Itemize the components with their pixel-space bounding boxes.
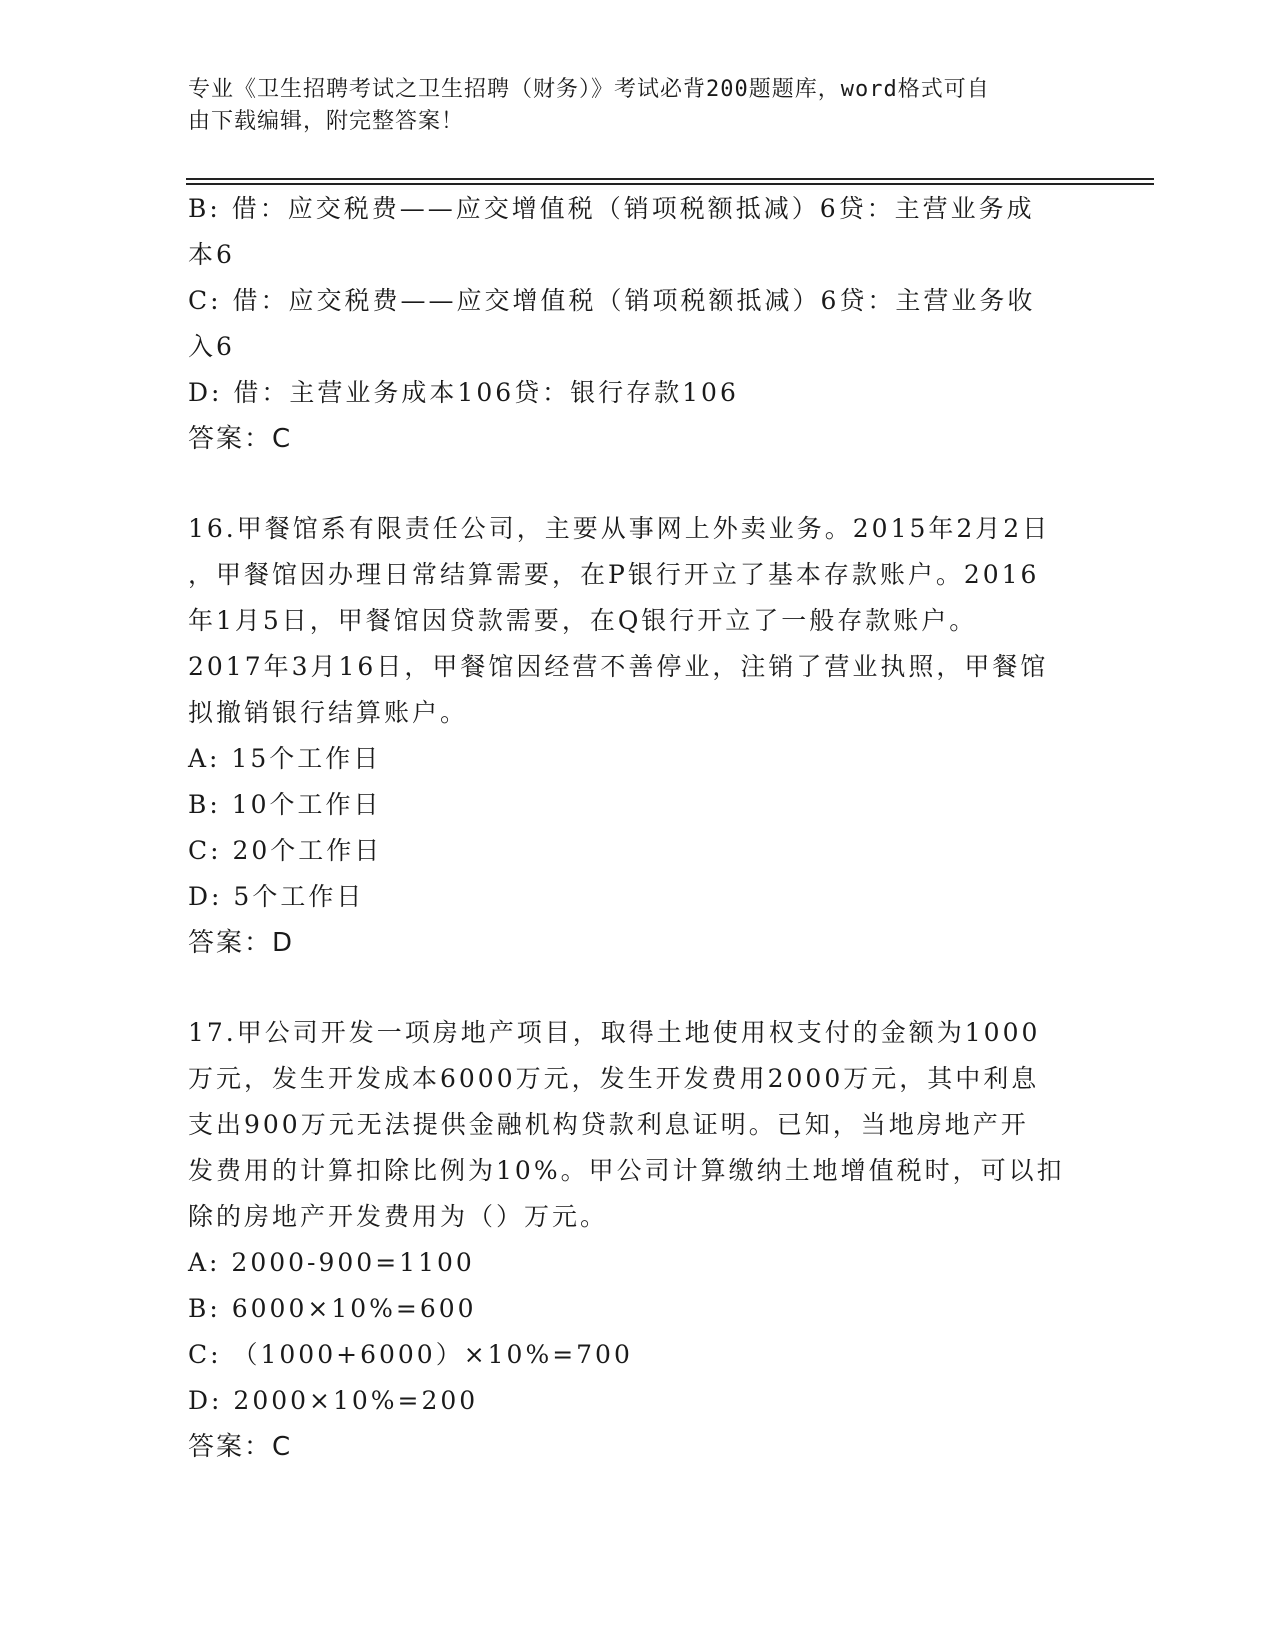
- question-17: [188, 1010, 1088, 1470]
- document-header: [188, 74, 1088, 138]
- option-b: B: 10个工作日: [188, 790, 382, 819]
- spacer: [188, 966, 1088, 1010]
- question-text-line: 除的房地产开发费用为（）万元。: [188, 1202, 609, 1231]
- header-line-1: 专业《卫生招聘考试之卫生招聘（财务）》考试必背200题题库，word格式可自: [188, 77, 990, 102]
- option-c-line-2: 入6: [188, 332, 235, 361]
- option-a: A: 2000-900=1100: [188, 1248, 475, 1277]
- option-d: D: 5个工作日: [188, 882, 365, 911]
- header-rule-top: [186, 178, 1154, 180]
- header-rule-bottom: [186, 183, 1154, 185]
- question-16: [188, 506, 1088, 966]
- spacer: [188, 462, 1088, 506]
- option-c: C: 20个工作日: [188, 836, 383, 865]
- option-a: A: 15个工作日: [188, 744, 382, 773]
- option-b-line-1: B: 借：应交税费——应交增值税（销项税额抵减）6贷：主营业务成: [188, 194, 1035, 223]
- option-d: D: 2000×10%=200: [188, 1386, 479, 1415]
- option-d: D: 借：主营业务成本106贷：银行存款106: [188, 378, 739, 407]
- question-text-line: 2017年3月16日，甲餐馆因经营不善停业，注销了营业执照，甲餐馆: [188, 652, 1049, 681]
- option-b-line-2: 本6: [188, 240, 235, 269]
- question-text-line: 年1月5日，甲餐馆因贷款需要，在Q银行开立了一般存款账户。: [188, 606, 978, 635]
- answer: 答案：C: [188, 424, 293, 454]
- header-line-2: 由下载编辑，附完整答案！: [188, 109, 465, 134]
- question-text-line: 发费用的计算扣除比例为10%。甲公司计算缴纳土地增值税时，可以扣: [188, 1156, 1065, 1185]
- option-b: B: 6000×10%=600: [188, 1294, 477, 1323]
- question-text-line: 万元，发生开发成本6000万元，发生开发费用2000万元，其中利息: [188, 1064, 1040, 1093]
- document-body: [188, 186, 1088, 1470]
- answer: 答案：D: [188, 928, 295, 958]
- question-15-tail: [188, 186, 1088, 462]
- question-text-line: 16.甲餐馆系有限责任公司，主要从事网上外卖业务。2015年2月2日: [188, 514, 1051, 543]
- question-text-line: 17.甲公司开发一项房地产项目，取得土地使用权支付的金额为1000: [188, 1018, 1041, 1047]
- option-c-line-1: C: 借：应交税费——应交增值税（销项税额抵减）6贷：主营业务收: [188, 286, 1036, 315]
- question-text-line: ，甲餐馆因办理日常结算需要，在P银行开立了基本存款账户。2016: [188, 560, 1040, 589]
- answer: 答案：C: [188, 1432, 293, 1462]
- option-c: C: （1000+6000）×10%=700: [188, 1340, 633, 1369]
- question-text-line: 拟撤销银行结算账户。: [188, 698, 469, 727]
- question-text-line: 支出900万元无法提供金融机构贷款利息证明。已知，当地房地产开: [188, 1110, 1029, 1139]
